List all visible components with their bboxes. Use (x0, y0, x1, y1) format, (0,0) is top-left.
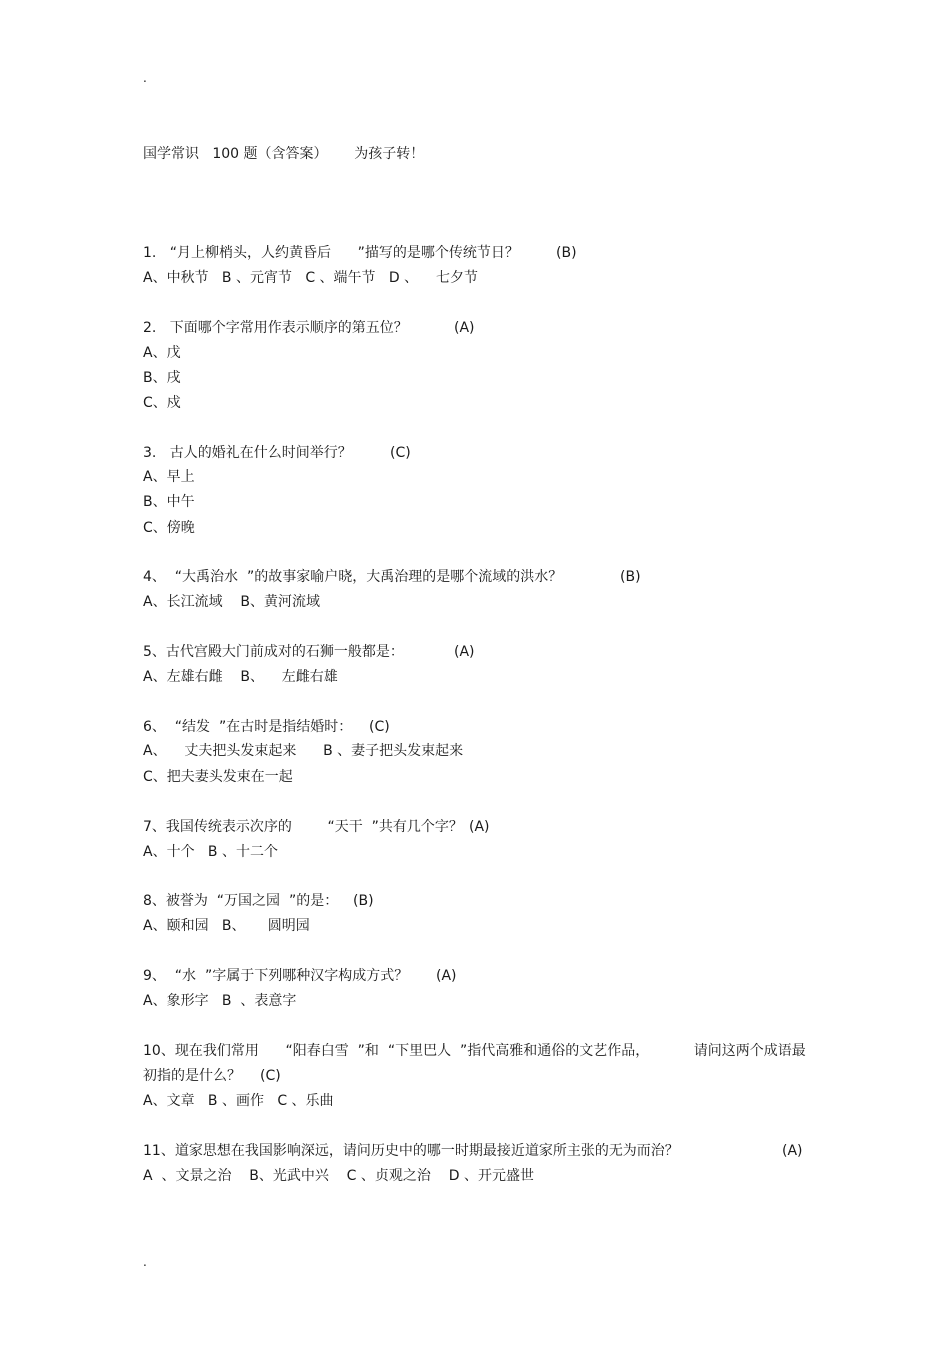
answer-10: (C) (260, 1068, 281, 1084)
question-1-option-1: A、中秋节 B 、元宵节 C 、端午节 D 、 七夕节 (143, 270, 478, 286)
answer-4: (B) (620, 569, 641, 585)
question-5-option-1: A、左雄右雌 B、 左雌右雄 (143, 669, 338, 685)
answer-6: (C) (369, 719, 390, 735)
answer-8: (B) (353, 893, 374, 909)
page-bottom-mark: . (143, 1255, 147, 1269)
answer-3: (C) (390, 445, 411, 461)
question-7-option-1: A、十个 B 、十二个 (143, 844, 278, 860)
question-5: 5、古代宫殿大门前成对的石狮一般都是： (143, 644, 404, 660)
question-10: 10、现在我们常用 “阳春白雪 ”和 “下里巴人 ”指代高雅和通俗的文艺作品， 请问这两个成语最 (143, 1043, 806, 1059)
answer-7: (A) (469, 819, 490, 835)
question-3: 3. 古人的婚礼在什么时间举行？ (143, 445, 352, 461)
question-7: 7、我国传统表示次序的 “天干 ”共有几个字？ (143, 819, 463, 835)
question-8: 8、被誉为 “万国之园 ”的是： (143, 893, 339, 909)
question-9-option-1: A、象形字 B 、表意字 (143, 993, 297, 1009)
question-3-option-2: B、中午 (143, 494, 195, 510)
question-9: 9、 “水 ”字属于下列哪种汉字构成方式？ (143, 968, 409, 984)
answer-9: (A) (436, 968, 457, 984)
answer-5: (A) (454, 644, 475, 660)
answer-1: (B) (556, 245, 577, 261)
question-4: 4、 “大禹治水 ”的故事家喻户晓，大禹治理的是哪个流域的洪水？ (143, 569, 563, 585)
question-8-option-1: A、颐和园 B、 圆明园 (143, 918, 310, 934)
question-11: 11、道家思想在我国影响深远，请问历史中的哪一时期最接近道家所主张的无为而治？ (143, 1143, 679, 1159)
question-6: 6、 “结发 ”在古时是指结婚时： (143, 719, 353, 735)
answer-11: (A) (782, 1143, 803, 1159)
question-1: 1. “月上柳梢头，人约黄昏后 ”描写的是哪个传统节日？ (143, 245, 519, 261)
document-title: 国学常识 100 题（含答案） 为孩子转！ (143, 146, 425, 162)
question-2-option-1: A、戊 (143, 345, 181, 361)
question-2: 2. 下面哪个字常用作表示顺序的第五位？ (143, 320, 408, 336)
answer-2: (A) (454, 320, 475, 336)
question-2-option-3: C、戍 (143, 395, 181, 411)
question-6-option-2: C、把夫妻头发束在一起 (143, 769, 293, 785)
question-2-option-2: B、戌 (143, 370, 181, 386)
question-4-option-1: A、长江流域 B、黄河流域 (143, 594, 320, 610)
question-3-option-3: C、傍晚 (143, 520, 195, 536)
question-10-option-1: A、文章 B 、画作 C 、乐曲 (143, 1093, 334, 1109)
question-10-continued: 初指的是什么？ (143, 1068, 241, 1084)
question-11-option-1: A 、文景之治 B、光武中兴 C 、贞观之治 D 、开元盛世 (143, 1168, 534, 1184)
question-6-option-1: A、 丈夫把头发束起来 B 、妻子把头发束起来 (143, 743, 464, 759)
page-top-mark: . (143, 71, 147, 85)
question-3-option-1: A、早上 (143, 469, 195, 485)
